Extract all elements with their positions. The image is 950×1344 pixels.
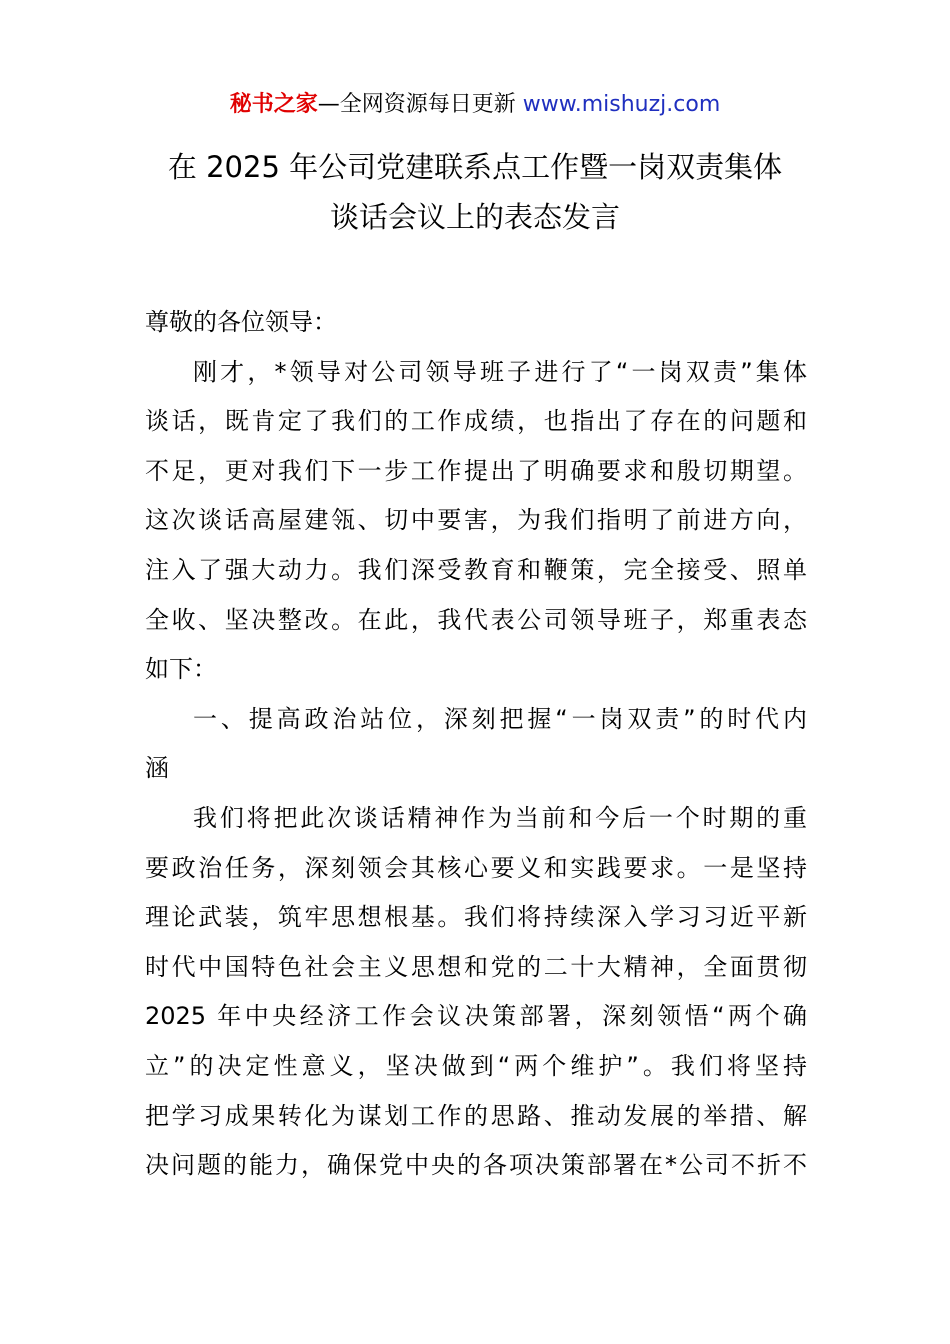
body-line: 要政治任务，深刻领会其核心要义和实践要求。一是坚持	[145, 853, 807, 882]
salutation: 尊敬的各位领导：	[145, 308, 337, 336]
section-heading-line: 一、提高政治站位，深刻把握“一岗双责”的时代内	[193, 704, 807, 733]
body-line: 不足，更对我们下一步工作提出了明确要求和殷切期望。	[145, 456, 807, 485]
document-title-line-2: 谈话会议上的表态发言	[329, 200, 620, 234]
body-line: 立”的决定性意义，坚决做到“两个维护”。我们将坚持	[145, 1051, 807, 1080]
document-body	[145, 298, 807, 1191]
body-line: 我们将把此次谈话精神作为当前和今后一个时期的重	[193, 803, 807, 832]
body-line: 把学习成果转化为谋划工作的思路、推动发展的举措、解	[145, 1101, 807, 1130]
body-line: 决问题的能力，确保党中央的各项决策部署在*公司不折不	[145, 1151, 807, 1180]
body-line: 注入了强大动力。我们深受教育和鞭策，完全接受、照单	[145, 555, 807, 584]
site-header	[0, 88, 950, 122]
body-line: 时代中国特色社会主义思想和党的二十大精神，全面贯彻	[145, 952, 807, 981]
header-slogan: —全网资源每日更新	[317, 92, 523, 117]
body-line: 全收、坚决整改。在此，我代表公司领导班子，郑重表态	[145, 605, 807, 634]
body-line: 刚才，*领导对公司领导班子进行了“一岗双责”集体	[193, 357, 807, 386]
body-line: 2025 年中央经济工作会议决策部署，深刻领悟“两个确	[145, 1002, 807, 1031]
section-heading-line: 涵	[145, 754, 169, 783]
site-url[interactable]: www.mishuzj.com	[522, 92, 721, 117]
brand-name: 秘书之家	[229, 92, 318, 117]
body-line: 理论武装，筑牢思想根基。我们将持续深入学习习近平新	[145, 903, 807, 932]
document-title-line-1: 在 2025 年公司党建联系点工作暨一岗双责集体	[167, 150, 783, 184]
body-line: 谈话，既肯定了我们的工作成绩，也指出了存在的问题和	[145, 407, 807, 436]
body-line: 如下：	[145, 655, 217, 684]
body-line: 这次谈话高屋建瓴、切中要害，为我们指明了前进方向，	[145, 506, 807, 535]
